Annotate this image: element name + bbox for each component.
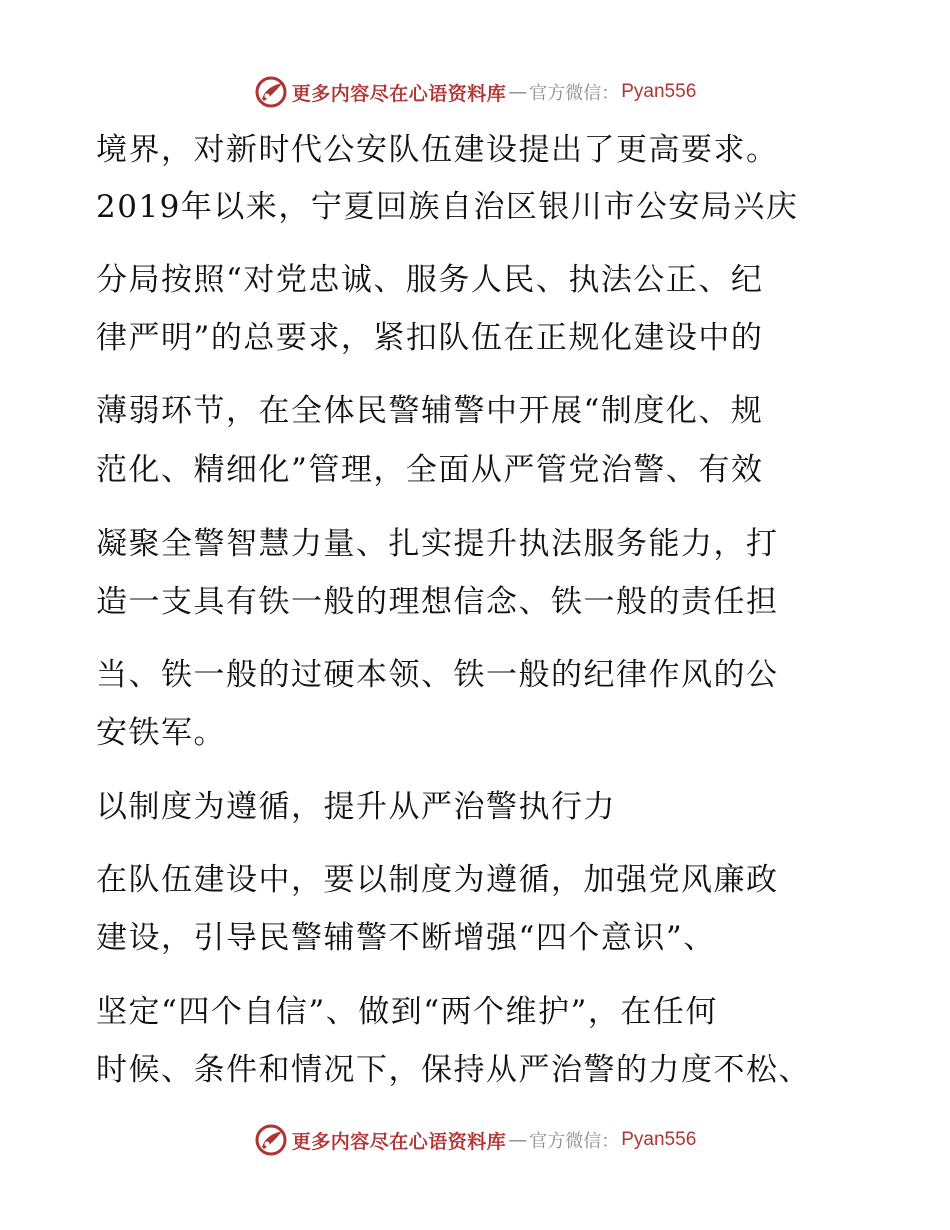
banner-wechat-id: Pyan556 <box>621 81 697 102</box>
text-line: 凝聚全警智慧力量、扎实提升执法服务能力，打 <box>96 526 779 562</box>
banner-wechat-id: Pyan556 <box>621 1129 697 1150</box>
text-line: 当、铁一般的过硬本领、铁一般的纪律作风的公 <box>96 657 779 693</box>
text-line: 范化、精细化”管理，全面从严管党治警、有效 <box>96 452 764 488</box>
banner-title: 更多内容尽在心语资料库 <box>291 82 507 105</box>
text-line: 安铁军。 <box>96 715 226 751</box>
text-line: 时候、条件和情况下，保持从严治警的力度不松、 <box>96 1052 811 1088</box>
banner-title: 更多内容尽在心语资料库 <box>291 1130 507 1153</box>
banner-subtitle: 官方微信： <box>529 1131 620 1152</box>
brand-logo-icon <box>254 1123 288 1157</box>
section-heading: 以制度为遵循，提升从严治警执行力 <box>96 789 616 825</box>
banner-subtitle: 官方微信： <box>529 83 620 104</box>
text-line: 境界，对新时代公安队伍建设提出了更高要求。 <box>96 132 779 168</box>
text-line: 造一支具有铁一般的理想信念、铁一般的责任担 <box>96 584 779 620</box>
text-line: 2019年以来，宁夏回族自治区银川市公安局兴庆 <box>96 189 799 225</box>
banner-dash: — <box>508 81 528 103</box>
footer-banner <box>0 1120 950 1160</box>
header-banner <box>0 72 950 112</box>
text-line: 坚定“四个自信”、做到“两个维护”，在任何 <box>96 994 718 1030</box>
text-line: 律严明”的总要求，紧扣队伍在正规化建设中的 <box>96 320 764 356</box>
text-line: 薄弱环节，在全体民警辅警中开展“制度化、规 <box>96 393 764 429</box>
text-line: 在队伍建设中，要以制度为遵循，加强党风廉政 <box>96 862 779 898</box>
brand-logo-icon <box>254 75 288 109</box>
banner-dash: — <box>508 1129 528 1151</box>
text-line: 分局按照“对党忠诚、服务人民、执法公正、纪 <box>96 262 764 298</box>
text-line: 建设，引导民警辅警不断增强“四个意识”、 <box>96 920 716 956</box>
